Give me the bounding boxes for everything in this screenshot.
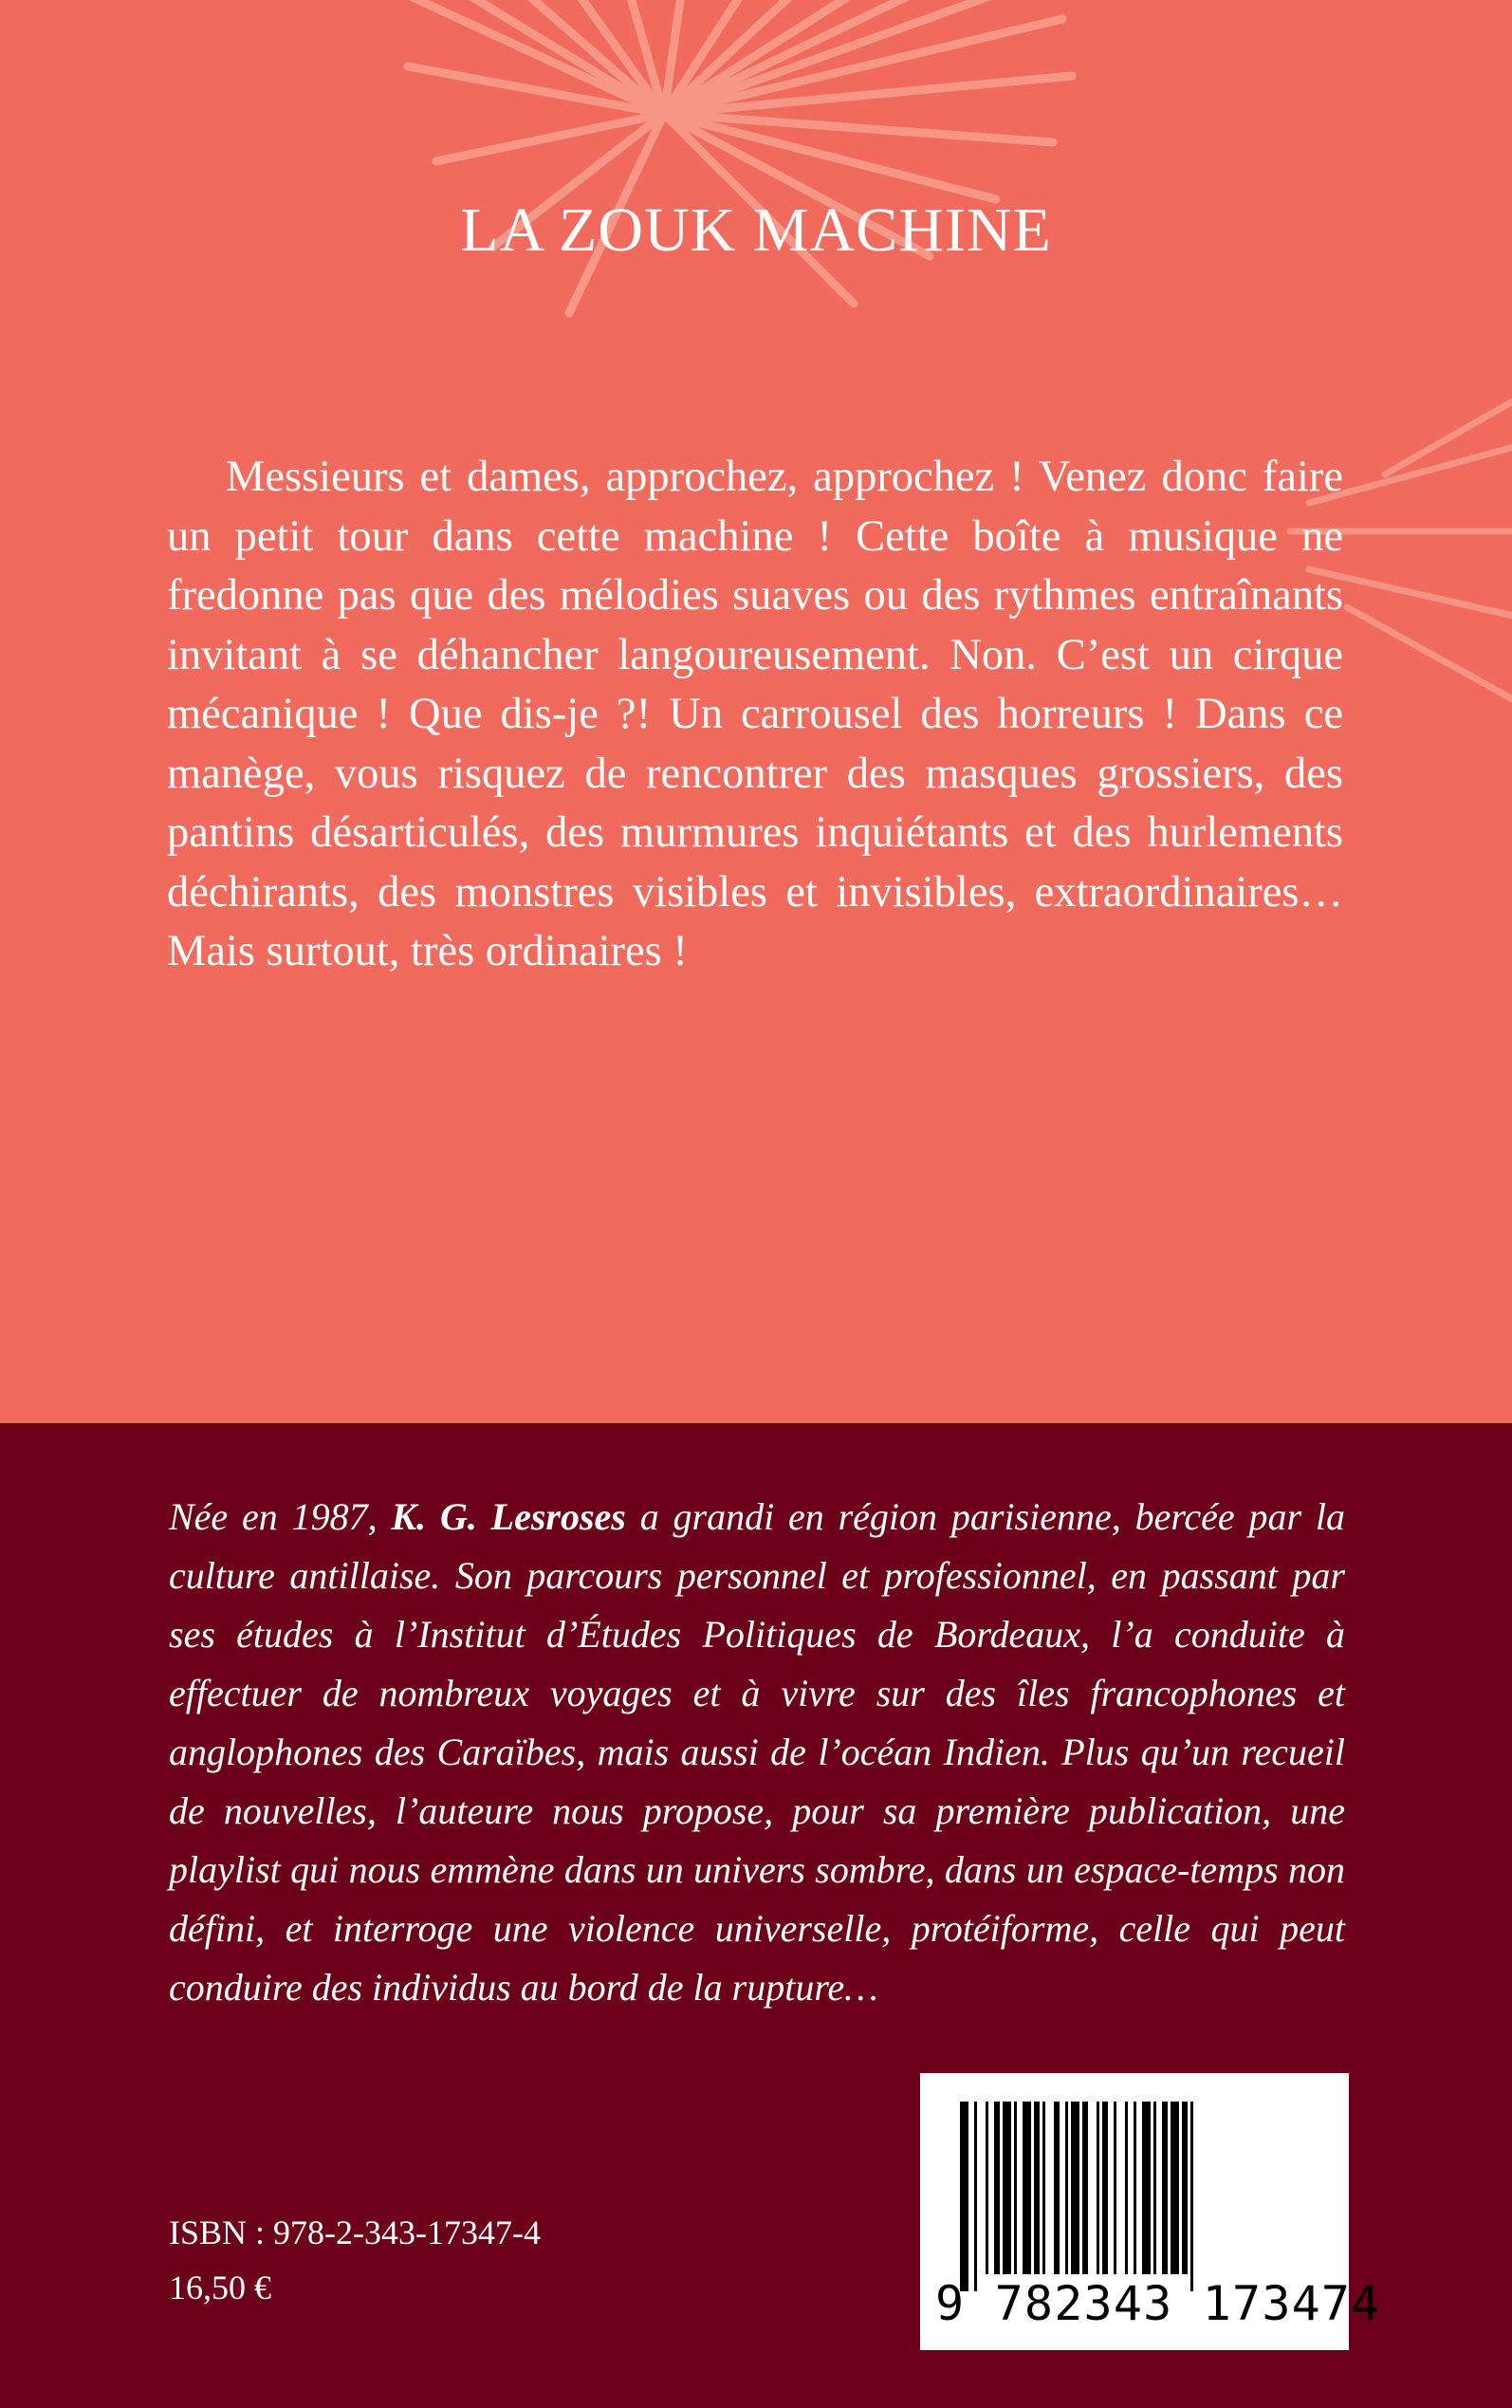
author-name: K. G. Lesroses	[391, 1495, 626, 1538]
bio-prefix: Née en 1987,	[169, 1495, 392, 1538]
barcode-bar	[1097, 2102, 1099, 2274]
barcode-bar	[1125, 2102, 1128, 2274]
barcode-bar	[974, 2102, 977, 2291]
barcode-bar	[1114, 2102, 1116, 2274]
barcode-bar	[1014, 2102, 1017, 2274]
barcode	[920, 2073, 1381, 2350]
bio-text: a grandi en région parisienne, bercée par la culture antillaise. Son parcours personnel et professionnel, en passant par ses études à l’Institut d’Études Politiques de Bordeaux, l’a conduite à effectuer de nombreux voyages et à vivre sur des îles francophones et anglophones des Caraïbes, mais aussi de l’océan Indien. Plus qu’un recueil de nouvelles, l’auteure nous propose, pour sa première publication, une playlist qui nous emmène dans un univers sombre, dans un espace-temps non défini, et interroge une violence universelle, protéiforme, celle qui peut conduire des individus au bord de la rupture…	[169, 1495, 1346, 2009]
book-title: LA ZOUK MACHINE	[460, 195, 1052, 265]
barcode-bar	[1003, 2102, 1011, 2274]
barcode-bar	[1082, 2102, 1088, 2274]
barcode-bar	[1054, 2102, 1060, 2274]
book-price: 16,50 €	[169, 2269, 271, 2306]
barcode-bar	[1065, 2102, 1068, 2274]
barcode-bar	[1071, 2102, 1079, 2274]
book-blurb: Messieurs et dames, approchez, approchez ! Venez donc faire un petit tour dans cette machine ! Cette boîte à musique ne fredonne pas que des mélodies suaves ou des rythmes entraînants invitant à se déhancher langoureusement. Non. C’est un cirque mécanique ! Que dis-je ?! Un carrousel des horreurs ! Dans ce manège, vous risquez de rencontrer des masques grossiers, des pantins désarticulés, des murmures inquiétants et des hurlements déchirants, des monstres visibles et invisibles, extraordinaires… Mais surtout, très ordinaires !	[167, 453, 1343, 975]
barcode-bar	[1102, 2102, 1108, 2274]
barcode-bar	[1134, 2102, 1136, 2274]
barcode-bar	[1182, 2102, 1188, 2274]
barcode-bar	[960, 2102, 968, 2291]
barcode-bar	[994, 2102, 1000, 2274]
cover-bottom-panel	[0, 1423, 1512, 2408]
barcode-bar	[1171, 2102, 1179, 2274]
barcode-bar	[1162, 2102, 1168, 2274]
barcode-digits: 9 782343 173474	[935, 2276, 1381, 2331]
author-bio	[169, 1488, 1345, 2017]
barcode-bar	[1042, 2102, 1045, 2274]
barcode-bar	[1142, 2102, 1151, 2274]
barcode-bar	[1034, 2102, 1040, 2274]
barcode-bar	[1153, 2102, 1156, 2274]
barcode-bar	[986, 2102, 988, 2274]
barcode-bar	[1190, 2102, 1193, 2291]
barcode-bar	[1023, 2102, 1031, 2274]
isbn-number: ISBN : 978-2-343-17347-4	[169, 2214, 541, 2251]
